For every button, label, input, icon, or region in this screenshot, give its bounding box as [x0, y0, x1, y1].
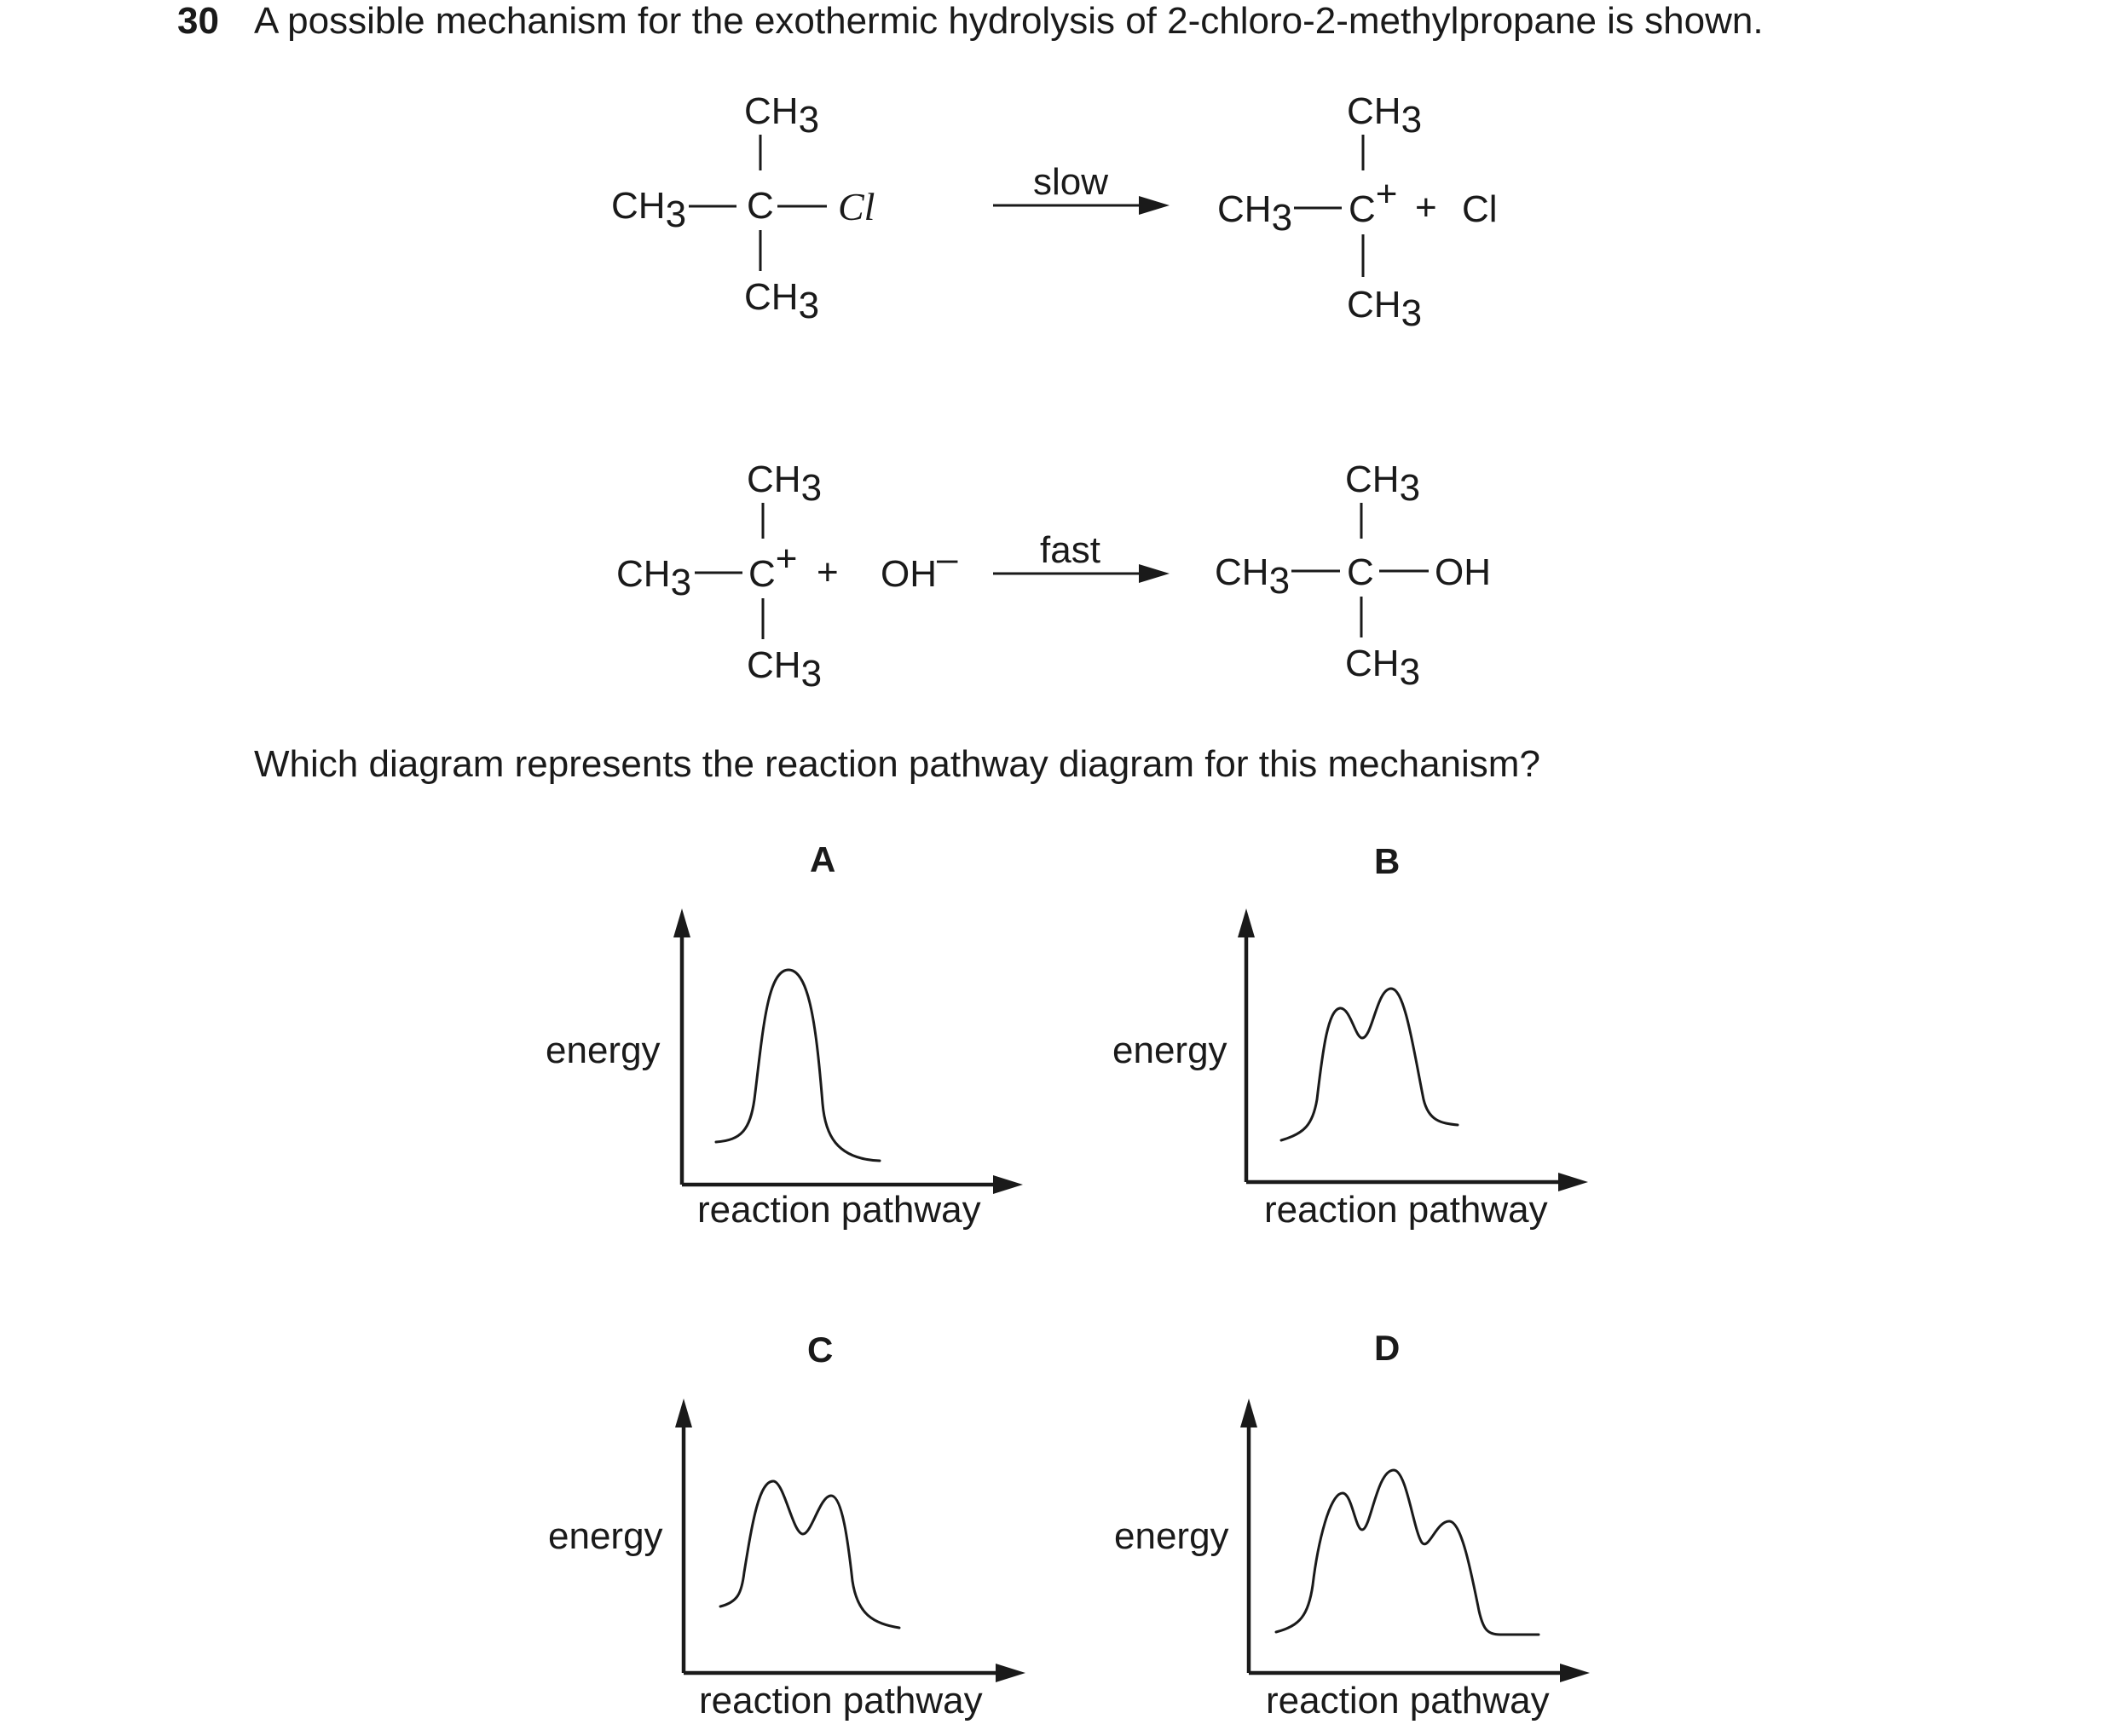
svg-text:C: C [747, 185, 774, 227]
svg-text:CH3: CH3 [1347, 90, 1423, 141]
option-d-ylabel: energy [1114, 1515, 1229, 1557]
svg-text:CH3: CH3 [747, 644, 823, 695]
svg-text:OH: OH [1435, 551, 1491, 593]
option-a-ylabel: energy [546, 1029, 661, 1071]
carbocation-and-chloride [1217, 90, 1498, 334]
svg-text:OH–: OH– [881, 538, 958, 595]
option-c-label: C [807, 1329, 834, 1370]
svg-text:CH3: CH3 [1347, 284, 1423, 334]
option-a-diagram [546, 839, 1023, 1231]
option-d-xlabel: reaction pathway [1266, 1680, 1550, 1722]
svg-text:Cl: Cl [838, 185, 875, 228]
svg-text:CH3: CH3 [1345, 459, 1421, 509]
option-d-energy-curve [1276, 1470, 1539, 1635]
svg-text:+: + [817, 551, 839, 593]
option-b-ylabel: energy [1112, 1029, 1227, 1071]
fast-step-arrow [993, 529, 1170, 583]
svg-text:CH3: CH3 [616, 553, 692, 603]
reactant-chloroalkane [611, 90, 875, 326]
svg-text:CH3: CH3 [1345, 643, 1421, 693]
question-stem: A possible mechanism for the exothermic hydrolysis of 2-chloro-2-methylpropane is shown. [254, 0, 1764, 42]
svg-text:C: C [1347, 551, 1374, 593]
option-d-label: D [1374, 1328, 1401, 1368]
svg-text:CH3: CH3 [1215, 551, 1291, 602]
option-b-label: B [1374, 841, 1401, 881]
option-d-diagram [1114, 1328, 1590, 1722]
svg-text:CH3: CH3 [747, 459, 823, 509]
svg-text:Cl: Cl [1462, 188, 1498, 230]
svg-text:CH3: CH3 [1217, 188, 1293, 239]
svg-text:C+: C+ [1349, 173, 1398, 230]
product-alcohol [1215, 459, 1491, 693]
slow-step-label: slow [1033, 161, 1109, 203]
slow-step-arrow [993, 161, 1170, 215]
option-a-energy-curve [716, 970, 880, 1161]
carbocation-and-hydroxide [616, 459, 958, 695]
option-c-diagram [548, 1329, 1025, 1722]
option-c-ylabel: energy [548, 1515, 663, 1557]
svg-text:CH3: CH3 [744, 90, 820, 141]
svg-text:C+: C+ [748, 538, 798, 595]
question-number: 30 [177, 0, 219, 42]
option-a-label: A [810, 839, 836, 880]
svg-text:+: + [1415, 187, 1437, 228]
option-b-xlabel: reaction pathway [1264, 1189, 1548, 1231]
fast-step-label: fast [1040, 529, 1100, 571]
option-c-xlabel: reaction pathway [699, 1680, 983, 1722]
svg-text:CH3: CH3 [611, 185, 687, 235]
option-b-diagram [1112, 841, 1588, 1231]
option-b-energy-curve [1281, 989, 1458, 1140]
svg-text:CH3: CH3 [744, 276, 820, 326]
question-prompt: Which diagram represents the reaction pathway diagram for this mechanism? [254, 743, 1540, 785]
option-a-xlabel: reaction pathway [697, 1189, 981, 1231]
option-c-energy-curve [720, 1481, 899, 1628]
